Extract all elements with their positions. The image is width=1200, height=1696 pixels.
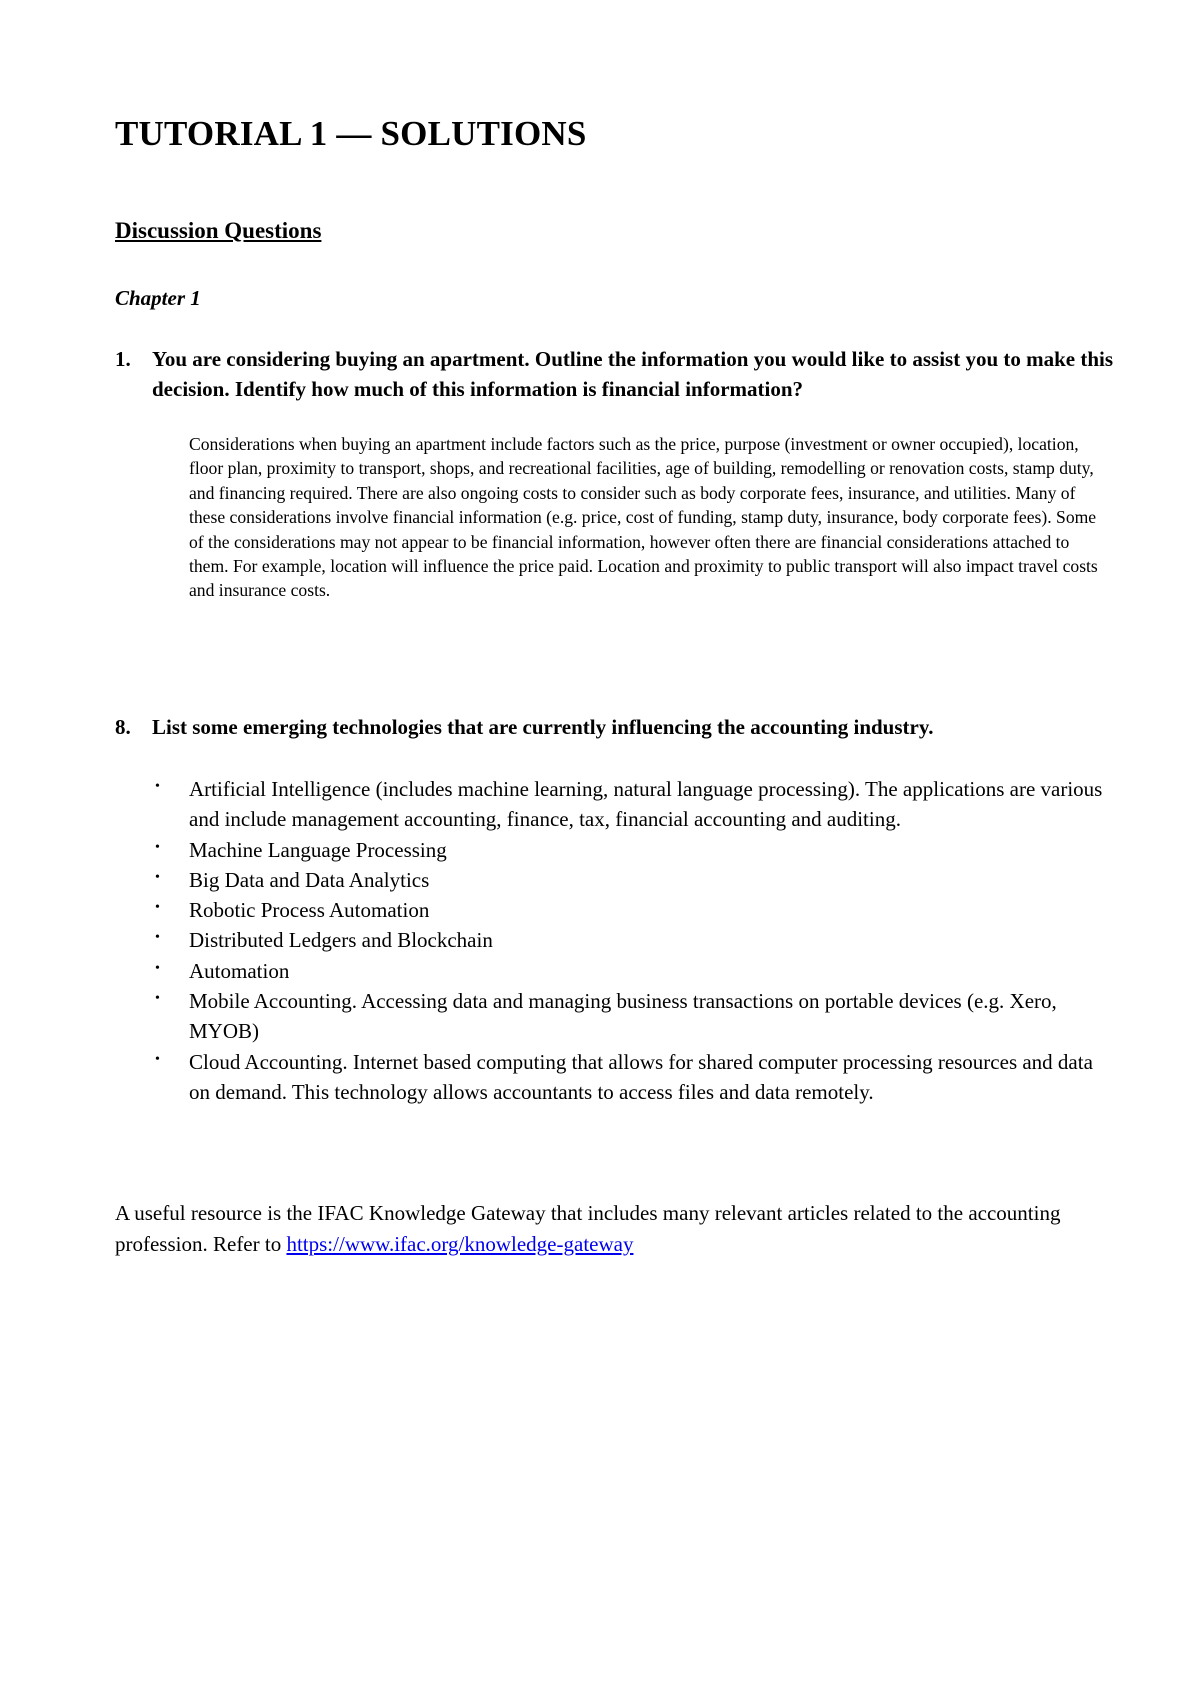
- list-item: [155, 865, 1105, 895]
- bullet-icon: •: [155, 779, 160, 794]
- list-item: [155, 774, 1105, 835]
- question-1-text: You are considering buying an apartment. Outline the information you would like to assist you to make this decision. Identify how much of this information is financial information?: [152, 347, 1114, 401]
- bullet-icon: •: [155, 839, 160, 855]
- bullet-icon: •: [155, 900, 160, 916]
- question-8-text: List some emerging technologies that are currently influencing the accounting industry.: [152, 715, 934, 739]
- list-item-text: Automation: [189, 958, 290, 983]
- chapter-label: Chapter 1: [115, 286, 201, 310]
- list-item: [155, 895, 1105, 925]
- question-1-answer: Considerations when buying an apartment include factors such as the price, purpose (investment or owner occupied), location, floor plan, proximity to transport, shops, and recreational facilities, age of building, remodelling or renovation costs, stamp duty, and financing required. There are also ongoing costs to consider such as body corporate fees, insurance, and utilities. Many of these considerations involve financial information (e.g. price, cost of funding, stamp duty, insurance, body corporate fees). Some of the considerations may not appear to be financial information, however often there are financial considerations attached to them. For example, location will influence the price paid. Location and proximity to public transport will also impact travel costs and insurance costs.: [189, 434, 1098, 601]
- list-item-text: Distributed Ledgers and Blockchain: [189, 928, 493, 953]
- resource-paragraph: [115, 1198, 1115, 1260]
- question-8: [115, 712, 1115, 742]
- bullet-icon: •: [155, 960, 160, 976]
- resource-text: A useful resource is the IFAC Knowledge Gateway that includes many relevant articles related to the accounting profession. Refer to: [115, 1201, 1061, 1256]
- question-1-number: 1.: [115, 347, 131, 371]
- bullet-icon: •: [155, 991, 160, 1007]
- list-item: [155, 835, 1105, 865]
- list-item: [155, 1047, 1105, 1108]
- bullet-icon: •: [155, 869, 160, 885]
- list-item-text: Machine Language Processing: [189, 837, 447, 862]
- technology-list: [155, 774, 1105, 1107]
- ifac-knowledge-gateway-link[interactable]: https://www.ifac.org/knowledge-gateway: [286, 1232, 634, 1256]
- list-item-text: Artificial Intelligence (includes machine learning, natural language processing). The applications are various and include management accounting, finance, tax, financial accounting and auditing.: [189, 777, 1103, 832]
- list-item-text: Cloud Accounting. Internet based computing that allows for shared computer processing resources and data on demand. This technology allows accountants to access files and data remotely.: [189, 1049, 1093, 1104]
- question-1: [115, 344, 1115, 404]
- section-heading: Discussion Questions: [115, 218, 322, 243]
- list-item-text: Big Data and Data Analytics: [189, 867, 430, 892]
- list-item: [155, 925, 1105, 955]
- list-item: [155, 986, 1105, 1047]
- page-title: TUTORIAL 1 — SOLUTIONS: [115, 114, 587, 153]
- bullet-icon: •: [155, 930, 160, 946]
- question-8-number: 8.: [115, 715, 131, 739]
- list-item-text: Robotic Process Automation: [189, 898, 430, 923]
- bullet-icon: •: [155, 1051, 160, 1067]
- list-item-text: Mobile Accounting. Accessing data and managing business transactions on portable devices (e.g. Xero, MYOB): [189, 989, 1057, 1044]
- list-item: [155, 956, 1105, 986]
